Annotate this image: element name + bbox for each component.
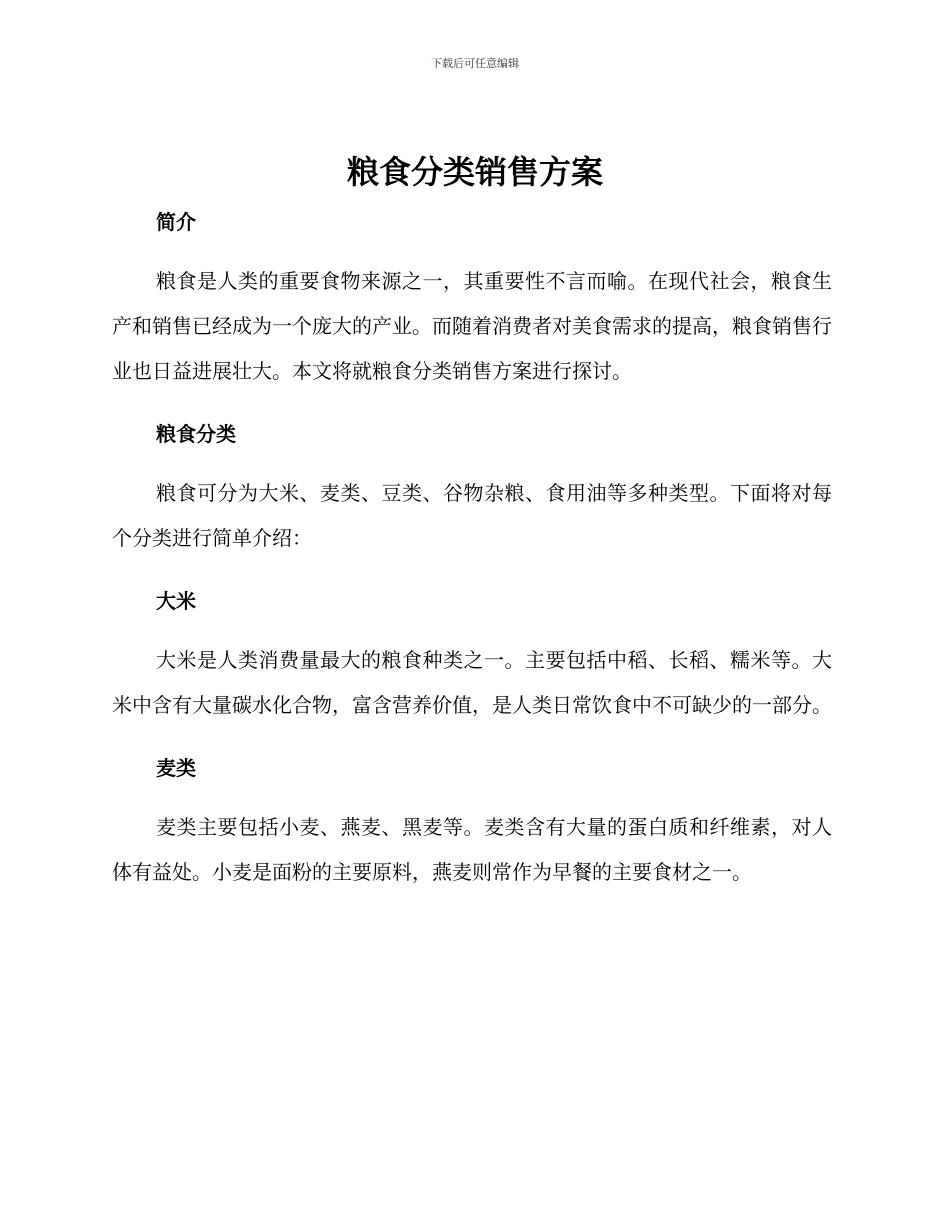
section-paragraph: 粮食可分为大米、麦类、豆类、谷物杂粮、食用油等多种类型。下面将对每个分类进行简单介绍：: [112, 481, 832, 550]
section-heading: 粮食分类: [156, 422, 236, 446]
section-heading: 简介: [156, 210, 196, 234]
section-paragraph: 大米是人类消费量最大的粮食种类之一。主要包括中稻、长稻、糯米等。大米中含有大量碳水化合物，富含营养价值，是人类日常饮食中不可缺少的一部分。: [112, 648, 832, 717]
section-grain-categories: [112, 416, 832, 583]
section-heading: 麦类: [156, 756, 196, 780]
section-paragraph: 粮食是人类的重要食物来源之一，其重要性不言而喻。在现代社会，粮食生产和销售已经成为一个庞大的产业。而随着消费者对美食需求的提高，粮食销售行业也日益进展壮大。本文将就粮食分类销售方案进行探讨。: [112, 269, 832, 383]
section-paragraph: 麦类主要包括小麦、燕麦、黑麦等。麦类含有大量的蛋白质和纤维素，对人体有益处。小麦是面粉的主要原料，燕麦则常作为早餐的主要食材之一。: [112, 815, 832, 884]
document-body: [112, 204, 832, 895]
section-wheat: [112, 750, 832, 895]
section-intro: [112, 204, 832, 416]
document-title: 粮食分类销售方案: [346, 153, 603, 191]
header-note: 下载后可任意编辑: [431, 57, 519, 70]
section-heading: 大米: [156, 589, 196, 613]
section-rice: [112, 583, 832, 750]
